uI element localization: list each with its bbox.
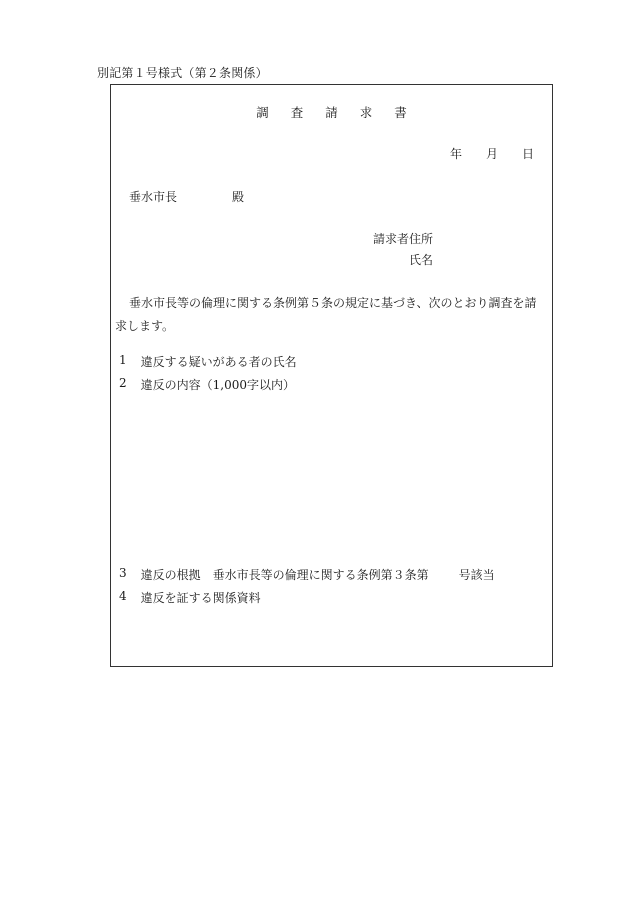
item-label: 違反を証する関係資料 <box>140 591 261 605</box>
item-label-suffix: 号該当 <box>458 568 495 582</box>
title-char: 求 <box>359 105 373 120</box>
addressee-honorific: 殿 <box>232 190 245 204</box>
document-title <box>111 103 552 121</box>
item-violator-name <box>119 353 297 370</box>
claimant-name-label: 氏名 <box>409 253 434 267</box>
item-violation-content <box>119 376 295 393</box>
form-style-label: 別記第１号様式（第２条関係） <box>97 66 268 80</box>
item-number: 3 <box>119 566 127 580</box>
title-char: 書 <box>394 105 407 120</box>
title-char: 請 <box>325 105 338 120</box>
title-char: 査 <box>290 105 304 120</box>
item-label: 違反の内容（1,000字以内） <box>140 378 295 392</box>
item-violation-basis <box>119 566 495 583</box>
request-body-text: 垂水市長等の倫理に関する条例第５条の規定に基づき、次のとおり調査を請求します。 <box>115 296 537 333</box>
addressee <box>129 188 245 205</box>
title-char: 調 <box>256 105 269 120</box>
date-line <box>450 145 534 162</box>
item-number: 4 <box>119 589 127 603</box>
request-form <box>110 84 553 667</box>
item-label: 違反の根拠 垂水市長等の倫理に関する条例第３条第 <box>140 568 429 582</box>
day-label: 日 <box>521 147 534 161</box>
year-label: 年 <box>449 147 462 161</box>
item-number: 2 <box>119 376 127 390</box>
claimant-address-label: 請求者住所 <box>373 232 434 246</box>
month-label: 月 <box>485 147 498 161</box>
item-label: 違反する疑いがある者の氏名 <box>140 355 297 369</box>
item-supporting-documents <box>119 589 261 606</box>
addressee-name: 垂水市長 <box>129 190 178 204</box>
item-number: 1 <box>119 353 127 367</box>
